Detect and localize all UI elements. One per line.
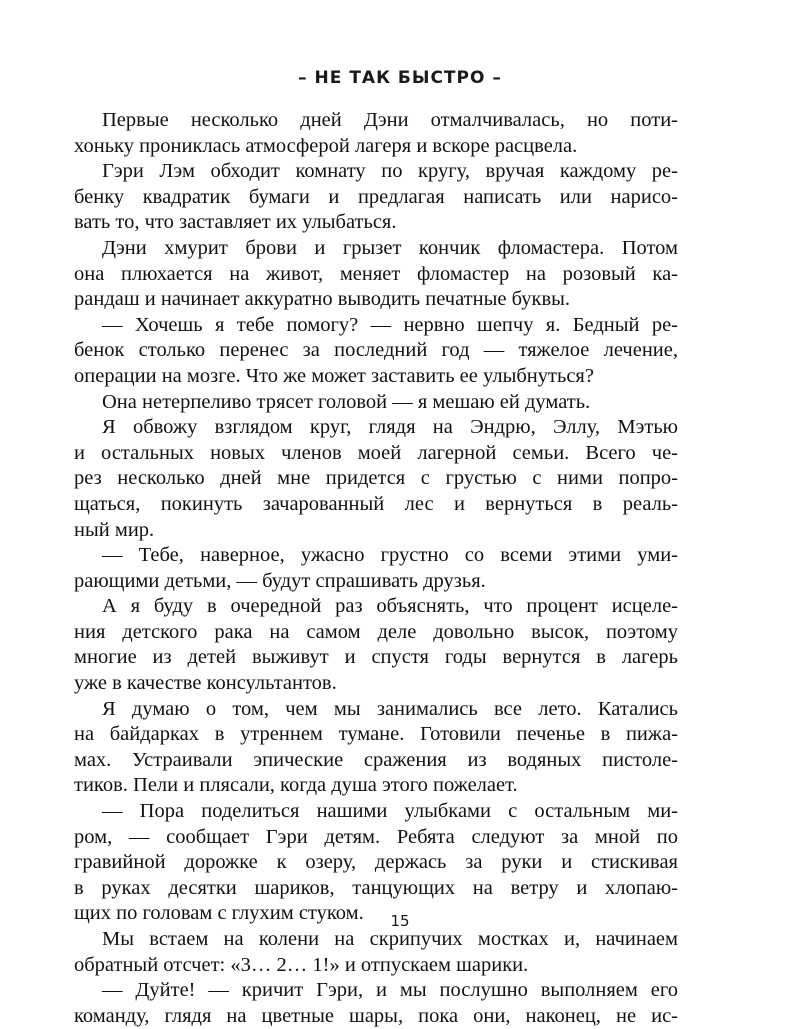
text-line: бенку квадратик бумаги и предлагая написать или нарисо- — [74, 185, 678, 208]
text-line: щаться, покинуть зачарованный лес и вернуться в реаль- — [74, 492, 678, 515]
text-line: А я буду в очередной раз объяснять, что процент исцеле- — [102, 595, 678, 618]
text-line: тиков. Пели и плясали, когда душа этого пожелает. — [74, 774, 518, 797]
text-line: рающими детьми, — будут спрашивать друзья. — [74, 569, 486, 592]
text-line: ный мир. — [74, 518, 155, 541]
text-line: Мы встаем на колени на скрипучих мостках и, начинаем — [102, 928, 678, 950]
text-line: операции на мозге. Что же может заставить ее улыбнуться? — [74, 364, 594, 387]
text-line: бенок столько перенес за последний год — тяжелое лечение, — [74, 339, 678, 362]
text-line: — Пора поделиться нашими улыбками с остальным ми- — [102, 800, 678, 823]
body-text — [74, 108, 678, 1029]
text-line: Я обвожу взглядом круг, глядя на Эндрю, Эллу, Мэтью — [102, 416, 678, 439]
text-line: — Дуйте! — кричит Гэри, и мы послушно выполняем его — [102, 979, 678, 1002]
text-line: рез несколько дней мне придется с грустью с ними попро- — [74, 467, 678, 490]
text-line: — Тебе, наверное, ужасно грустно со всеми этими уми- — [102, 544, 678, 567]
text-line: она плюхается на живот, меняет фломастер на розовый ка- — [74, 262, 678, 285]
text-line: мах. Устраивали эпические сражения из водяных пистоле- — [74, 748, 678, 771]
text-line: в руках десятки шариков, танцующих на ветру и хлопаю- — [74, 876, 678, 899]
text-line: хоньку прониклась атмосферой лагеря и вскоре расцвела. — [74, 134, 578, 157]
text-line: уже в качестве консультантов. — [74, 672, 337, 695]
text-line: щих по головам с глухим стуком. — [74, 902, 364, 925]
text-line: обратный отсчет: «3… 2… 1!» и отпускаем шарики. — [74, 953, 529, 976]
text-line: на байдарках в утреннем тумане. Готовили печенье в пижа- — [74, 723, 678, 746]
text-line: ром, — сообщает Гэри детям. Ребята следуют за мной по — [74, 825, 678, 848]
text-line: рандаш и начинает аккуратно выводить печатные буквы. — [74, 288, 571, 311]
text-line: команду, глядя на цветные шары, пока они, наконец, не ис- — [74, 1004, 678, 1027]
text-line: многие из детей выживут и спустя годы вернутся в лагерь — [74, 646, 678, 669]
text-line: и остальных новых членов моей лагерной семьи. Всего че- — [74, 441, 678, 464]
text-line: ния детского рака на самом деле довольно высок, поэтому — [74, 620, 678, 643]
running-head: – НЕ ТАК БЫСТРО – — [298, 68, 502, 88]
text-line: Она нетерпеливо трясет головой — я мешаю ей думать. — [102, 390, 591, 413]
text-line: — Хочешь я тебе помогу? — нервно шепчу я. Бедный ре- — [102, 313, 678, 336]
text-line: Первые несколько дней Дэни отмалчивалась, но поти- — [102, 109, 678, 131]
text-line: Гэри Лэм обходит комнату по кругу, вручая каждому ре- — [102, 160, 678, 183]
text-line: Дэни хмурит брови и грызет кончик фломастера. Потом — [102, 236, 678, 259]
page-number: 15 — [390, 912, 410, 930]
text-line: вать то, что заставляет их улыбаться. — [74, 211, 397, 234]
text-line: гравийной дорожке к озеру, держась за руки и стискивая — [74, 851, 678, 874]
text-line: Я думаю о том, чем мы занимались все лето. Катались — [102, 697, 678, 720]
